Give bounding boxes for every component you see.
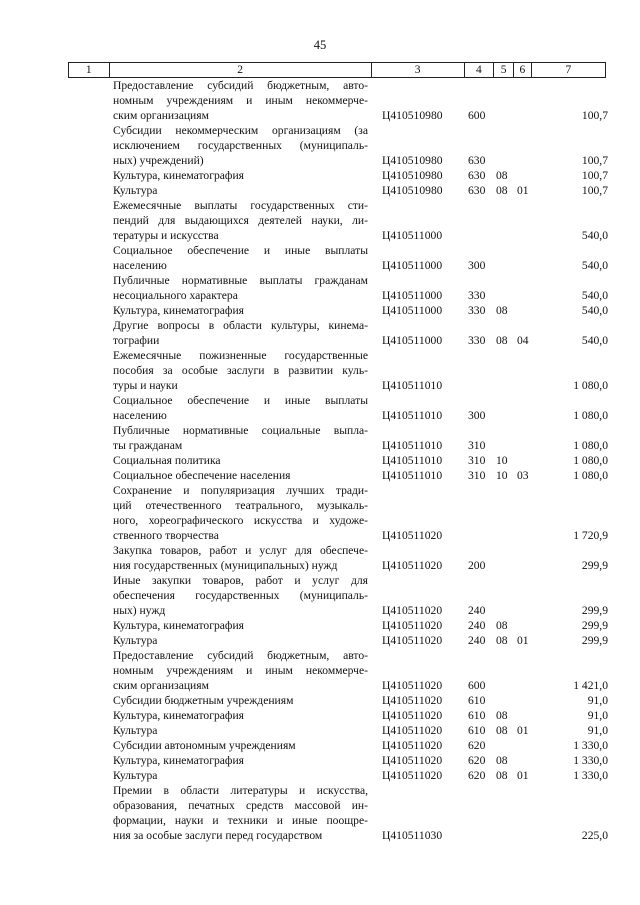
row-name-line: ния за особые заслуги перед государством — [113, 829, 323, 842]
row-expense-type: 600 — [468, 109, 486, 122]
row-code: Ц410511000 — [382, 289, 443, 302]
row-name-line: Ежемесячные пожизненные государственные — [113, 349, 368, 362]
row-code: Ц410511020 — [382, 634, 443, 647]
row-code: Ц410511010 — [382, 379, 443, 392]
table-row — [0, 738, 640, 753]
row-name-line: несоциального характера — [113, 289, 238, 302]
row-name — [113, 273, 368, 303]
row-code: Ц410511020 — [382, 754, 443, 767]
row-sum: 540,0 — [581, 229, 608, 242]
row-expense-type: 620 — [468, 739, 486, 752]
row-code: Ц410510980 — [382, 109, 443, 122]
row-section: 08 — [496, 304, 508, 317]
header-col-6: 6 — [514, 63, 532, 77]
row-code: Ц410511020 — [382, 709, 443, 722]
row-name-line: Предоставление субсидий бюджетным, авто- — [113, 649, 368, 662]
row-sum: 299,9 — [581, 604, 608, 617]
row-name-line: населению — [113, 259, 167, 272]
table-row — [0, 648, 640, 693]
row-name-line: Ежемесячные выплаты государственных сти- — [113, 199, 368, 212]
row-name — [113, 183, 368, 198]
row-name-line: Субсидии некоммерческим организациям (за — [113, 124, 368, 137]
header-col-2: 2 — [110, 63, 372, 77]
row-expense-type: 620 — [468, 754, 486, 767]
row-name-line: обеспечения государственных (муниципаль- — [113, 589, 368, 602]
row-code: Ц410511010 — [382, 409, 443, 422]
row-name-line: Социальное обеспечение и иные выплаты — [113, 244, 368, 257]
row-name — [113, 783, 368, 843]
row-sum: 299,9 — [581, 559, 608, 572]
row-name — [113, 543, 368, 573]
row-name-line: Социальное обеспечение и иные выплаты — [113, 394, 368, 407]
row-name-line: Публичные нормативные выплаты гражданам — [113, 274, 368, 287]
table-row — [0, 318, 640, 348]
row-name-line: Социальная политика — [113, 454, 221, 467]
row-sum: 1 080,0 — [573, 409, 608, 422]
table-row — [0, 168, 640, 183]
row-name-line: ного, хореографического искусства и художе- — [113, 514, 368, 527]
row-code: Ц410511020 — [382, 769, 443, 782]
table-row — [0, 78, 640, 123]
table-row — [0, 753, 640, 768]
row-code: Ц410510980 — [382, 184, 443, 197]
row-section: 08 — [496, 634, 508, 647]
row-name-line: Иные закупки товаров, работ и услуг для — [113, 574, 368, 587]
row-name-line: ных) нужд — [113, 604, 166, 617]
table-row — [0, 303, 640, 318]
page-number: 45 — [313, 38, 327, 52]
row-name-line: ским организациям — [113, 109, 209, 122]
row-code: Ц410511010 — [382, 454, 443, 467]
table-row — [0, 783, 640, 843]
row-expense-type: 610 — [468, 709, 486, 722]
row-name-line: Предоставление субсидий бюджетным, авто- — [113, 79, 368, 92]
row-name — [113, 453, 368, 468]
table-row — [0, 573, 640, 618]
row-expense-type: 300 — [468, 259, 486, 272]
row-code: Ц410511020 — [382, 679, 443, 692]
row-expense-type: 330 — [468, 334, 486, 347]
row-code: Ц410511020 — [382, 559, 443, 572]
row-name-line: Культура, кинематография — [113, 754, 244, 767]
row-sum: 1 330,0 — [573, 739, 608, 752]
row-expense-type: 330 — [468, 304, 486, 317]
row-section: 08 — [496, 769, 508, 782]
row-code: Ц410511020 — [382, 724, 443, 737]
row-section: 08 — [496, 619, 508, 632]
row-section: 08 — [496, 724, 508, 737]
row-name — [113, 78, 368, 123]
row-name-line: Культура — [113, 184, 158, 197]
row-name-line: Сохранение и популяризация лучших тради- — [113, 484, 368, 497]
row-section: 08 — [496, 184, 508, 197]
table-row — [0, 393, 640, 423]
header-col-4: 4 — [465, 63, 495, 77]
header-col-3: 3 — [372, 63, 465, 77]
row-name — [113, 633, 368, 648]
row-name-line: Культура, кинематография — [113, 169, 244, 182]
table-row — [0, 273, 640, 303]
row-expense-type: 600 — [468, 679, 486, 692]
row-sum: 1 080,0 — [573, 469, 608, 482]
row-code: Ц410510980 — [382, 154, 443, 167]
row-name — [113, 168, 368, 183]
row-name-line: ским организациям — [113, 679, 209, 692]
table-header — [68, 62, 606, 78]
table-row — [0, 423, 640, 453]
table-row — [0, 453, 640, 468]
row-expense-type: 630 — [468, 184, 486, 197]
row-name-line: Культура, кинематография — [113, 304, 244, 317]
row-name — [113, 243, 368, 273]
row-sum: 540,0 — [581, 289, 608, 302]
row-name — [113, 693, 368, 708]
row-name — [113, 723, 368, 738]
row-name — [113, 573, 368, 618]
row-sum: 1 330,0 — [573, 754, 608, 767]
row-expense-type: 310 — [468, 469, 486, 482]
row-subsection: 03 — [517, 469, 529, 482]
row-sum: 299,9 — [581, 619, 608, 632]
row-section: 08 — [496, 709, 508, 722]
row-code: Ц410511030 — [382, 829, 443, 842]
row-name-line: Социальное обеспечение населения — [113, 469, 291, 482]
row-sum: 1 080,0 — [573, 454, 608, 467]
row-sum: 100,7 — [581, 184, 608, 197]
row-name-line: тературы и искусства — [113, 229, 219, 242]
row-section: 10 — [496, 454, 508, 467]
row-name-line: ций отечественного театрального, музыкаль- — [113, 499, 368, 512]
row-section: 10 — [496, 469, 508, 482]
row-name-line: ты гражданам — [113, 439, 183, 452]
header-col-1: 1 — [69, 63, 110, 77]
table-row — [0, 483, 640, 543]
table-row — [0, 633, 640, 648]
row-name — [113, 123, 368, 168]
row-code: Ц410511000 — [382, 304, 443, 317]
row-name — [113, 318, 368, 348]
row-name-line: Субсидии бюджетным учреждениям — [113, 694, 294, 707]
row-name-line: Культура — [113, 724, 158, 737]
row-name-line: номным учреждениям и иным некоммерче- — [113, 664, 368, 677]
header-col-7: 7 — [565, 64, 572, 76]
row-expense-type: 240 — [468, 619, 486, 632]
row-expense-type: 610 — [468, 724, 486, 737]
row-name-line: Субсидии автономным учреждениям — [113, 739, 296, 752]
row-name-line: населению — [113, 409, 167, 422]
row-name-line: Культура, кинематография — [113, 619, 244, 632]
row-code: Ц410511020 — [382, 694, 443, 707]
table-row — [0, 198, 640, 243]
table-row — [0, 708, 640, 723]
row-sum: 100,7 — [581, 109, 608, 122]
row-section: 08 — [496, 754, 508, 767]
row-name-line: Культура, кинематография — [113, 709, 244, 722]
row-sum: 91,0 — [587, 709, 608, 722]
row-sum: 1 080,0 — [573, 439, 608, 452]
row-subsection: 01 — [517, 769, 529, 782]
table-row — [0, 183, 640, 198]
row-sum: 540,0 — [581, 259, 608, 272]
row-expense-type: 240 — [468, 634, 486, 647]
row-sum: 100,7 — [581, 154, 608, 167]
row-name — [113, 198, 368, 243]
row-name — [113, 753, 368, 768]
row-expense-type: 620 — [468, 769, 486, 782]
row-name — [113, 483, 368, 543]
row-subsection: 01 — [517, 724, 529, 737]
row-sum: 91,0 — [587, 694, 608, 707]
row-name-line: Другие вопросы в области культуры, кинема- — [113, 319, 368, 332]
row-name-line: Культура — [113, 769, 158, 782]
row-name — [113, 393, 368, 423]
row-name-line: тографии — [113, 334, 160, 347]
row-code: Ц410511020 — [382, 739, 443, 752]
row-code: Ц410511020 — [382, 529, 443, 542]
row-name-line: Публичные нормативные социальные выпла- — [113, 424, 368, 437]
row-sum: 100,7 — [581, 169, 608, 182]
row-subsection: 01 — [517, 634, 529, 647]
row-section: 08 — [496, 169, 508, 182]
row-sum: 1 330,0 — [573, 769, 608, 782]
row-name — [113, 468, 368, 483]
table-row — [0, 243, 640, 273]
row-sum: 91,0 — [587, 724, 608, 737]
row-name — [113, 618, 368, 633]
row-expense-type: 310 — [468, 454, 486, 467]
table-row — [0, 468, 640, 483]
row-subsection: 01 — [517, 184, 529, 197]
row-code: Ц410511010 — [382, 469, 443, 482]
row-name-line: Закупка товаров, работ и услуг для обеспече- — [113, 544, 368, 557]
row-name-line: ных) учреждений) — [113, 154, 204, 167]
table-row — [0, 348, 640, 393]
row-code: Ц410511020 — [382, 604, 443, 617]
row-code: Ц410511020 — [382, 619, 443, 632]
row-sum: 1 720,9 — [573, 529, 608, 542]
row-sum: 540,0 — [581, 304, 608, 317]
row-name-line: Премии в области литературы и искусства, — [113, 784, 368, 797]
row-name-line: номным учреждениям и иным некоммерче- — [113, 94, 368, 107]
table-row — [0, 693, 640, 708]
row-sum: 225,0 — [581, 829, 608, 842]
row-code: Ц410511000 — [382, 334, 443, 347]
row-name — [113, 423, 368, 453]
row-name-line: формации, науки и техники и иные поощре- — [113, 814, 368, 827]
row-subsection: 04 — [517, 334, 529, 347]
row-code: Ц410511010 — [382, 439, 443, 452]
row-code: Ц410510980 — [382, 169, 443, 182]
row-name-line: образования, печатных средств массовой ин- — [113, 799, 368, 812]
row-code: Ц410511000 — [382, 259, 443, 272]
row-expense-type: 300 — [468, 409, 486, 422]
table-row — [0, 543, 640, 573]
row-expense-type: 240 — [468, 604, 486, 617]
row-name-line: туры и науки — [113, 379, 178, 392]
row-expense-type: 630 — [468, 169, 486, 182]
table-row — [0, 618, 640, 633]
table-body — [0, 78, 640, 843]
row-name — [113, 303, 368, 318]
table-row — [0, 723, 640, 738]
row-expense-type: 610 — [468, 694, 486, 707]
row-name — [113, 648, 368, 693]
header-col-5: 5 — [494, 63, 514, 77]
row-name-line: Культура — [113, 634, 158, 647]
row-expense-type: 630 — [468, 154, 486, 167]
row-name-line: пособия за особые заслуги в развитии куль- — [113, 364, 368, 377]
row-sum: 1 080,0 — [573, 379, 608, 392]
row-expense-type: 330 — [468, 289, 486, 302]
row-name-line: пендий для выдающихся деятелей науки, ли- — [113, 214, 368, 227]
row-code: Ц410511000 — [382, 229, 443, 242]
row-name-line: ния государственных (муниципальных) нужд — [113, 559, 338, 572]
row-sum: 299,9 — [581, 634, 608, 647]
row-name — [113, 348, 368, 393]
row-name — [113, 738, 368, 753]
table-row — [0, 768, 640, 783]
row-sum: 1 421,0 — [573, 679, 608, 692]
row-name — [113, 708, 368, 723]
row-section: 08 — [496, 334, 508, 347]
table-row — [0, 123, 640, 168]
row-expense-type: 200 — [468, 559, 486, 572]
row-sum: 540,0 — [581, 334, 608, 347]
row-expense-type: 310 — [468, 439, 486, 452]
row-name-line: исключением государственных (муниципаль- — [113, 139, 368, 152]
row-name — [113, 768, 368, 783]
row-name-line: ственного творчества — [113, 529, 219, 542]
